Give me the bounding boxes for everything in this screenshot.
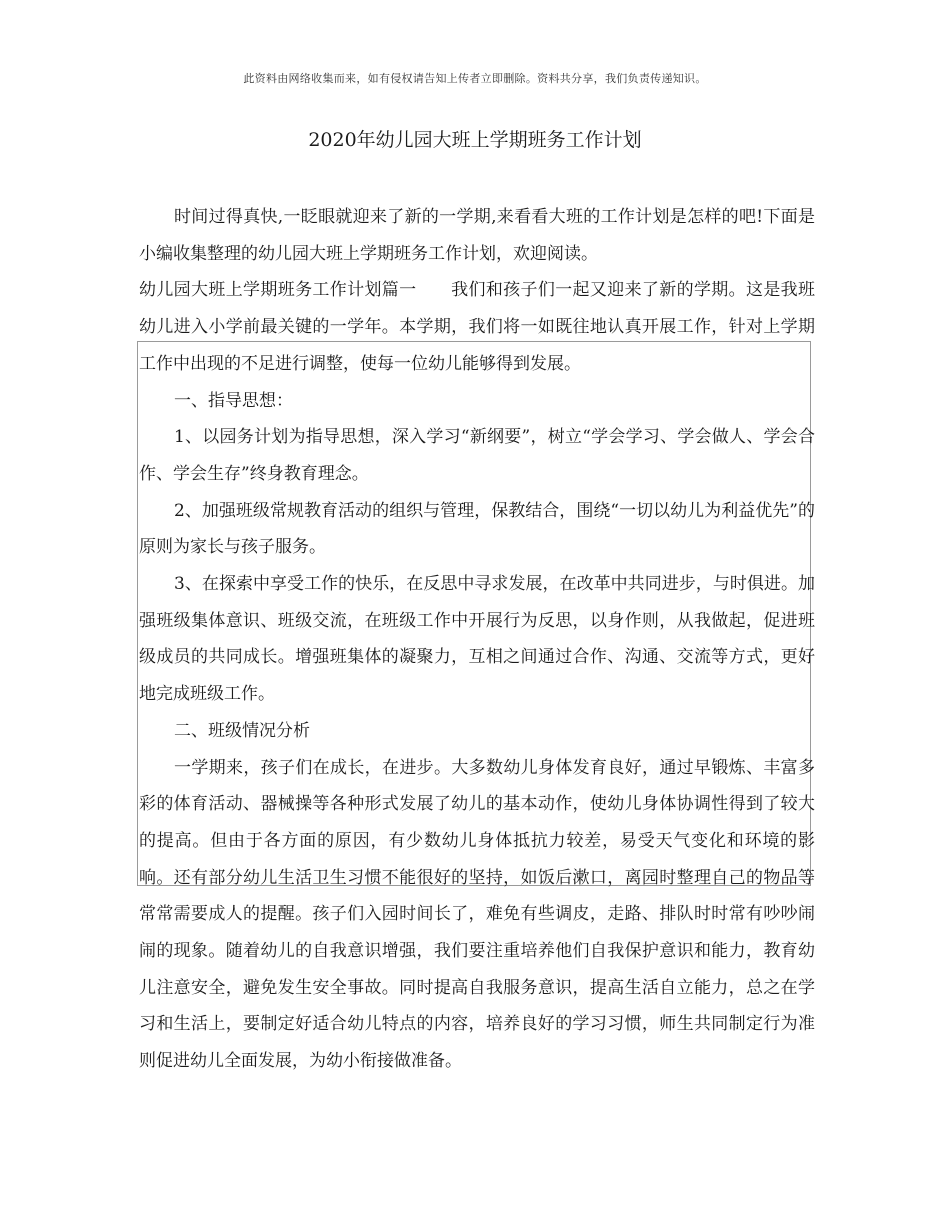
guiding-item-1: 1、以园务计划为指导思想，深入学习“新纲要”，树立“学会学习、学会做人、学会合作、学会生存”终身教育理念。 — [139, 427, 815, 484]
guiding-item-3: 3、在探索中享受工作的快乐，在反思中寻求发展，在改革中共同进步，与时俱进。加强班级集体意识、班级交流，在班级工作中开展行为反思，以身作则，从我做起，促进班级成员的共同成长。增强班集体的凝聚力，互相之间通过合作、沟通、交流等方式，更好地完成班级工作。 — [139, 574, 815, 705]
section-heading-guiding-ideas: 一、指导思想： — [174, 390, 293, 411]
class-analysis-paragraph: 一学期来，孩子们在成长，在进步。大多数幼儿身体发育良好，通过早锻炼、丰富多彩的体育活动、器械操等各种形式发展了幼儿的基本动作，使幼儿身体协调性得到了较大的提高。但由于各方面的原因，有少数幼儿身体抵抗力较差，易受天气变化和环境的影响。还有部分幼儿生活卫生习惯不能很好的坚持，如饭后漱口，离园时整理自己的物品等常常需要成人的提醒。孩子们入园时间长了，难免有些调皮，走路、排队时时常有吵吵闹闹的现象。随着幼儿的自我意识增强，我们要注重培养他们自我保护意识和能力，教育幼儿注意安全，避免发生安全事故。同时提高自我服务意识，提高生活自立能力，总之在学习和生活上，要制定好适合幼儿特点的内容，培养良好的学习习惯，师生共同制定行为准则促进幼儿全面发展，为幼小衔接做准备。 — [139, 757, 815, 1072]
header-disclaimer: 此资料由网络收集而来，如有侵权请告知上传者立即删除。资料共分享，我们负责传递知识。 — [243, 72, 707, 85]
intro-paragraph: 时间过得真快,一眨眼就迎来了新的一学期,来看看大班的工作计划是怎样的吧!下面是小编收集整理的幼儿园大班上学期班务工作计划，欢迎阅读。 — [139, 207, 815, 264]
document-title: 2020年幼儿园大班上学期班务工作计划 — [308, 129, 642, 151]
guiding-item-2: 2、加强班级常规教育活动的组织与管理，保教结合，围绕“一切以幼儿为利益优先”的原则为家长与孩子服务。 — [139, 500, 815, 558]
document-body — [139, 199, 815, 1080]
section-heading-class-analysis: 二、班级情况分析 — [174, 720, 310, 741]
plan-opening-paragraph: 幼儿园大班上学期班务工作计划篇一 我们和孩子们一起又迎来了新的学期。这是我班幼儿进入小学前最关键的一学年。本学期，我们将一如既往地认真开展工作，针对上学期工作中出现的不足进行调整，使每一位幼儿能够得到发展。 — [139, 280, 815, 374]
